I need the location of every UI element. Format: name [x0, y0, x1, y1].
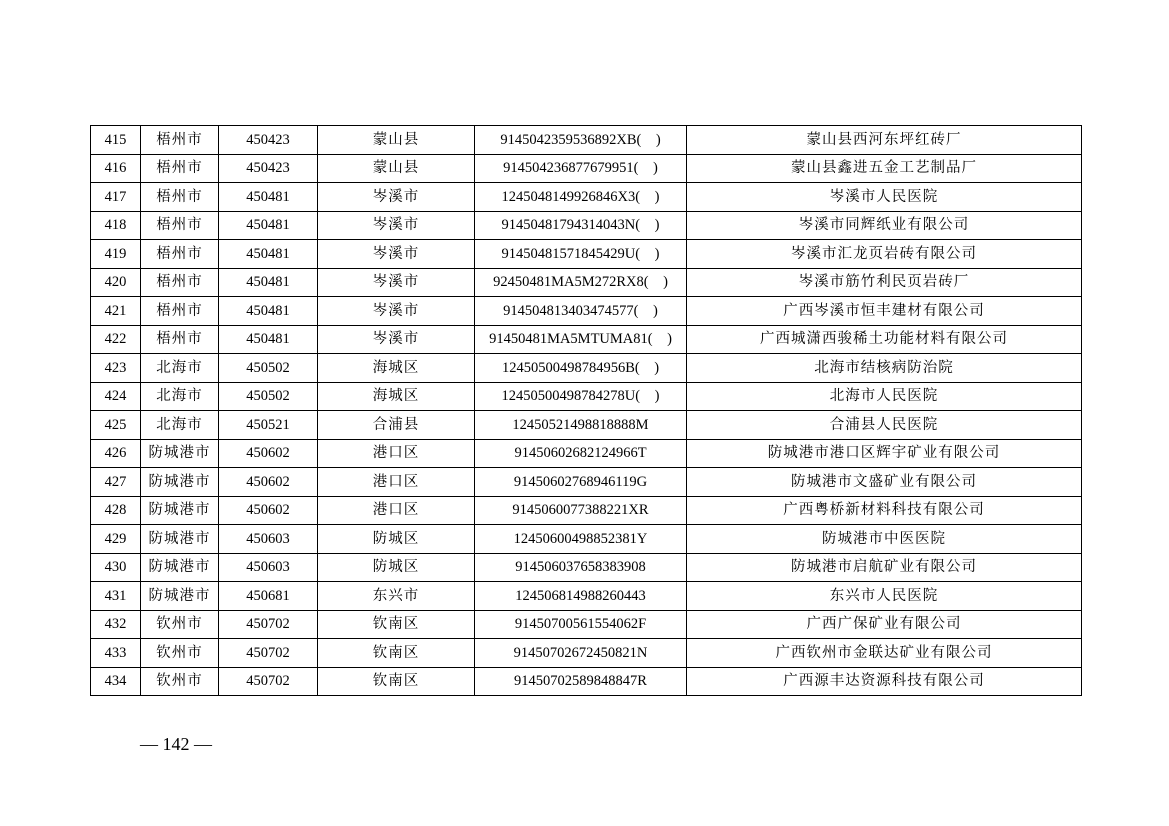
table-row — [91, 154, 1082, 183]
cell-city: 钦州市 — [141, 667, 219, 696]
cell-credit-code: 91450481571845429U( ) — [475, 240, 687, 269]
table-row — [91, 297, 1082, 326]
cell-organization-name: 蒙山县鑫进五金工艺制品厂 — [687, 154, 1082, 183]
cell-county: 岑溪市 — [318, 183, 475, 212]
cell-organization-name: 防城港市中医医院 — [687, 525, 1082, 554]
cell-region-code: 450702 — [219, 639, 318, 668]
cell-organization-name: 防城港市启航矿业有限公司 — [687, 553, 1082, 582]
cell-city: 梧州市 — [141, 240, 219, 269]
cell-region-code: 450602 — [219, 439, 318, 468]
table-row — [91, 211, 1082, 240]
cell-credit-code: 12450500498784278U( ) — [475, 382, 687, 411]
cell-credit-code: 91450602682124966T — [475, 439, 687, 468]
cell-region-code: 450481 — [219, 211, 318, 240]
cell-serial-number: 417 — [91, 183, 141, 212]
cell-county: 合浦县 — [318, 411, 475, 440]
cell-credit-code: 92450481MA5M272RX8( ) — [475, 268, 687, 297]
cell-region-code: 450423 — [219, 154, 318, 183]
cell-organization-name: 岑溪市筋竹利民页岩砖厂 — [687, 268, 1082, 297]
cell-organization-name: 岑溪市人民医院 — [687, 183, 1082, 212]
cell-city: 梧州市 — [141, 183, 219, 212]
page-number: — 142 — — [140, 734, 212, 754]
cell-serial-number: 431 — [91, 582, 141, 611]
table-row — [91, 268, 1082, 297]
cell-county: 海城区 — [318, 354, 475, 383]
cell-region-code: 450481 — [219, 240, 318, 269]
cell-serial-number: 428 — [91, 496, 141, 525]
cell-credit-code: 1245048149926846X3( ) — [475, 183, 687, 212]
cell-county: 岑溪市 — [318, 325, 475, 354]
cell-city: 北海市 — [141, 382, 219, 411]
cell-serial-number: 429 — [91, 525, 141, 554]
cell-organization-name: 北海市人民医院 — [687, 382, 1082, 411]
cell-region-code: 450481 — [219, 183, 318, 212]
table-row — [91, 496, 1082, 525]
table-body — [91, 126, 1082, 696]
cell-county: 防城区 — [318, 553, 475, 582]
cell-city: 钦州市 — [141, 610, 219, 639]
cell-county: 蒙山县 — [318, 126, 475, 155]
table-row — [91, 610, 1082, 639]
cell-county: 钦南区 — [318, 667, 475, 696]
cell-city: 梧州市 — [141, 154, 219, 183]
cell-organization-name: 蒙山县西河东坪红砖厂 — [687, 126, 1082, 155]
cell-organization-name: 东兴市人民医院 — [687, 582, 1082, 611]
cell-county: 港口区 — [318, 496, 475, 525]
cell-organization-name: 广西岑溪市恒丰建材有限公司 — [687, 297, 1082, 326]
cell-organization-name: 北海市结核病防治院 — [687, 354, 1082, 383]
table-row — [91, 582, 1082, 611]
cell-city: 北海市 — [141, 354, 219, 383]
cell-region-code: 450681 — [219, 582, 318, 611]
table-row — [91, 411, 1082, 440]
cell-serial-number: 418 — [91, 211, 141, 240]
cell-region-code: 450603 — [219, 553, 318, 582]
cell-city: 北海市 — [141, 411, 219, 440]
cell-region-code: 450702 — [219, 667, 318, 696]
cell-city: 梧州市 — [141, 297, 219, 326]
cell-organization-name: 广西钦州市金联达矿业有限公司 — [687, 639, 1082, 668]
table-row — [91, 667, 1082, 696]
cell-organization-name: 广西广保矿业有限公司 — [687, 610, 1082, 639]
cell-serial-number: 419 — [91, 240, 141, 269]
table-row — [91, 525, 1082, 554]
cell-county: 岑溪市 — [318, 297, 475, 326]
table-row — [91, 639, 1082, 668]
cell-county: 港口区 — [318, 468, 475, 497]
cell-credit-code: 12450521498818888M — [475, 411, 687, 440]
cell-credit-code: 914504236877679951( ) — [475, 154, 687, 183]
table-row — [91, 240, 1082, 269]
cell-serial-number: 420 — [91, 268, 141, 297]
cell-county: 海城区 — [318, 382, 475, 411]
cell-credit-code: 9145060077388221XR — [475, 496, 687, 525]
table-row — [91, 553, 1082, 582]
table-row — [91, 354, 1082, 383]
cell-county: 钦南区 — [318, 639, 475, 668]
cell-county: 东兴市 — [318, 582, 475, 611]
cell-organization-name: 广西城潇西骏稀土功能材料有限公司 — [687, 325, 1082, 354]
cell-organization-name: 防城港市文盛矿业有限公司 — [687, 468, 1082, 497]
cell-serial-number: 422 — [91, 325, 141, 354]
cell-city: 防城港市 — [141, 582, 219, 611]
cell-credit-code: 12450600498852381Y — [475, 525, 687, 554]
cell-credit-code: 91450481MA5MTUMA81( ) — [475, 325, 687, 354]
cell-region-code: 450502 — [219, 382, 318, 411]
cell-credit-code: 91450702672450821N — [475, 639, 687, 668]
cell-region-code: 450521 — [219, 411, 318, 440]
cell-county: 港口区 — [318, 439, 475, 468]
cell-city: 防城港市 — [141, 525, 219, 554]
cell-county: 钦南区 — [318, 610, 475, 639]
cell-credit-code: 91450602768946119G — [475, 468, 687, 497]
cell-serial-number: 415 — [91, 126, 141, 155]
cell-serial-number: 421 — [91, 297, 141, 326]
cell-region-code: 450603 — [219, 525, 318, 554]
cell-city: 防城港市 — [141, 468, 219, 497]
cell-credit-code: 914506037658383908 — [475, 553, 687, 582]
cell-credit-code: 91450700561554062F — [475, 610, 687, 639]
cell-city: 梧州市 — [141, 325, 219, 354]
cell-organization-name: 岑溪市同辉纸业有限公司 — [687, 211, 1082, 240]
cell-organization-name: 广西粤桥新材料科技有限公司 — [687, 496, 1082, 525]
enterprise-table — [90, 125, 1082, 696]
cell-credit-code: 91450702589848847R — [475, 667, 687, 696]
table-row — [91, 439, 1082, 468]
cell-region-code: 450481 — [219, 297, 318, 326]
cell-organization-name: 岑溪市汇龙页岩砖有限公司 — [687, 240, 1082, 269]
cell-region-code: 450423 — [219, 126, 318, 155]
cell-serial-number: 427 — [91, 468, 141, 497]
cell-region-code: 450481 — [219, 268, 318, 297]
cell-city: 防城港市 — [141, 439, 219, 468]
cell-serial-number: 423 — [91, 354, 141, 383]
cell-serial-number: 433 — [91, 639, 141, 668]
cell-organization-name: 防城港市港口区辉宇矿业有限公司 — [687, 439, 1082, 468]
table-row — [91, 183, 1082, 212]
cell-credit-code: 12450500498784956B( ) — [475, 354, 687, 383]
cell-serial-number: 434 — [91, 667, 141, 696]
cell-county: 蒙山县 — [318, 154, 475, 183]
cell-region-code: 450481 — [219, 325, 318, 354]
cell-city: 钦州市 — [141, 639, 219, 668]
cell-region-code: 450702 — [219, 610, 318, 639]
cell-credit-code: 914504813403474577( ) — [475, 297, 687, 326]
cell-city: 梧州市 — [141, 126, 219, 155]
cell-credit-code: 9145042359536892XB( ) — [475, 126, 687, 155]
cell-county: 岑溪市 — [318, 240, 475, 269]
cell-serial-number: 432 — [91, 610, 141, 639]
cell-serial-number: 425 — [91, 411, 141, 440]
cell-city: 防城港市 — [141, 496, 219, 525]
table-row — [91, 126, 1082, 155]
cell-region-code: 450602 — [219, 496, 318, 525]
cell-serial-number: 430 — [91, 553, 141, 582]
cell-region-code: 450602 — [219, 468, 318, 497]
cell-serial-number: 416 — [91, 154, 141, 183]
table-row — [91, 325, 1082, 354]
cell-organization-name: 广西源丰达资源科技有限公司 — [687, 667, 1082, 696]
cell-city: 梧州市 — [141, 268, 219, 297]
table-row — [91, 382, 1082, 411]
cell-serial-number: 424 — [91, 382, 141, 411]
table-row — [91, 468, 1082, 497]
cell-county: 岑溪市 — [318, 211, 475, 240]
cell-city: 梧州市 — [141, 211, 219, 240]
cell-credit-code: 91450481794314043N( ) — [475, 211, 687, 240]
cell-organization-name: 合浦县人民医院 — [687, 411, 1082, 440]
cell-serial-number: 426 — [91, 439, 141, 468]
cell-county: 防城区 — [318, 525, 475, 554]
cell-county: 岑溪市 — [318, 268, 475, 297]
cell-city: 防城港市 — [141, 553, 219, 582]
cell-region-code: 450502 — [219, 354, 318, 383]
cell-credit-code: 124506814988260443 — [475, 582, 687, 611]
